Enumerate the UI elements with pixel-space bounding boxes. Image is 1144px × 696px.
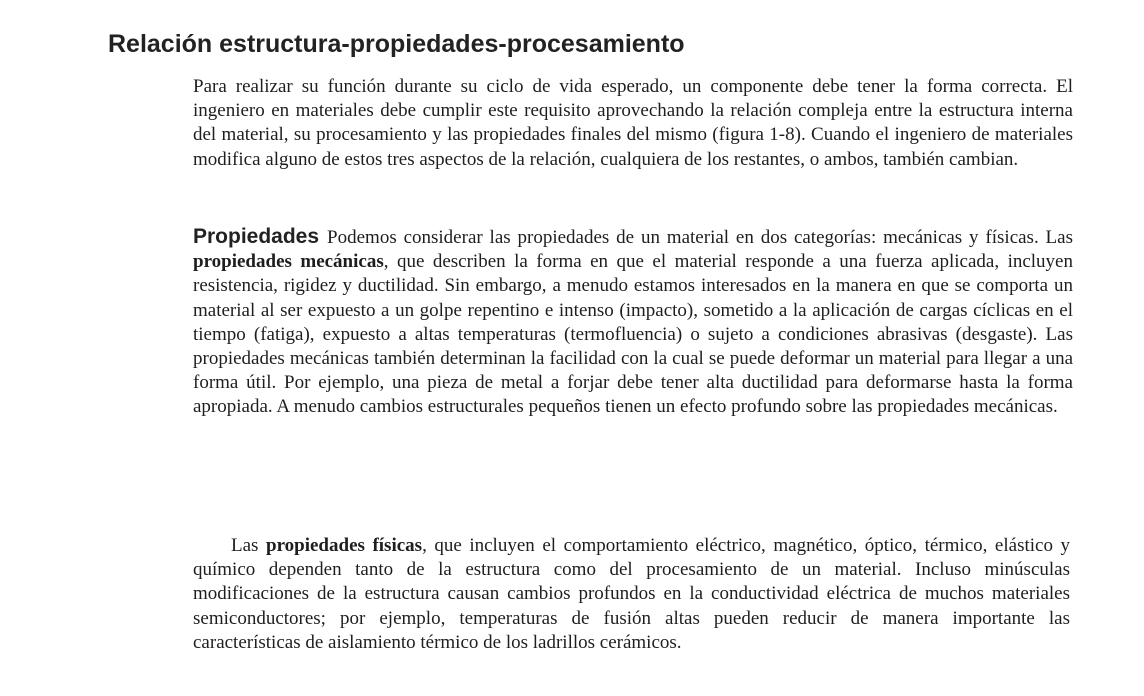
paragraph-text: Las bbox=[231, 535, 266, 556]
paragraph-propiedades-fisicas bbox=[193, 534, 1070, 655]
paragraph-text: Podemos considerar las propiedades de un material en dos categorías: mecánicas y físicas. Las bbox=[327, 227, 1073, 248]
term-propiedades-mecanicas: propiedades mecánicas bbox=[193, 251, 384, 273]
paragraph-text: , que incluyen el comportamiento eléctrico, magnético, óptico, térmico, elástico y químico dependen tanto de la estructura como del procesamiento de un material. Incluso minúsculas modificaciones de la estructura causan cambios profundos en la conductividad eléctrica de muchos materiales semiconductores; por ejemplo, temperaturas de fusión altas pueden reducir de manera importante las características de aislamiento térmico de los ladrillos cerámicos. bbox=[193, 535, 1071, 653]
run-in-heading-propiedades: Propiedades bbox=[193, 225, 320, 248]
paragraph-propiedades bbox=[193, 225, 1073, 420]
paragraph-text: , que describen la forma en que el material responde a una fuerza aplicada, incluyen resistencia, rigidez y ductilidad. Sin embargo, a menudo estamos interesados en la manera en que se comporta un material al ser expuesto a un golpe repentino e intenso (impacto), sometido a la aplicación de cargas cíclicas en el tiempo (fatiga), expuesto a altas temperaturas (termofluencia) o sujeto a condiciones abrasivas (desgaste). Las propiedades mecánicas también determinan la facilidad con la cual se puede deformar un material para llegar a una forma útil. Por ejemplo, una pieza de metal a forjar debe tener alta ductilidad para deformarse hasta la forma apropiada. A menudo cambios estructurales pequeños tienen un efecto profundo sobre las propiedades mecánicas. bbox=[193, 251, 1073, 418]
paragraph-intro: Para realizar su función durante su ciclo de vida esperado, un componente debe tener la forma correcta. El ingeniero en materiales debe cumplir este requisito aprovechando la relación compleja entre la estructura interna del material, su procesamiento y las propiedades finales del mismo (figura 1-8). Cuando el ingeniero de materiales modifica alguno de estos tres aspectos de la relación, cualquiera de los restantes, o ambos, también cambian. bbox=[193, 76, 1073, 170]
term-propiedades-fisicas: propiedades físicas bbox=[266, 535, 423, 556]
section-title: Relación estructura-propiedades-procesamiento bbox=[108, 30, 685, 58]
